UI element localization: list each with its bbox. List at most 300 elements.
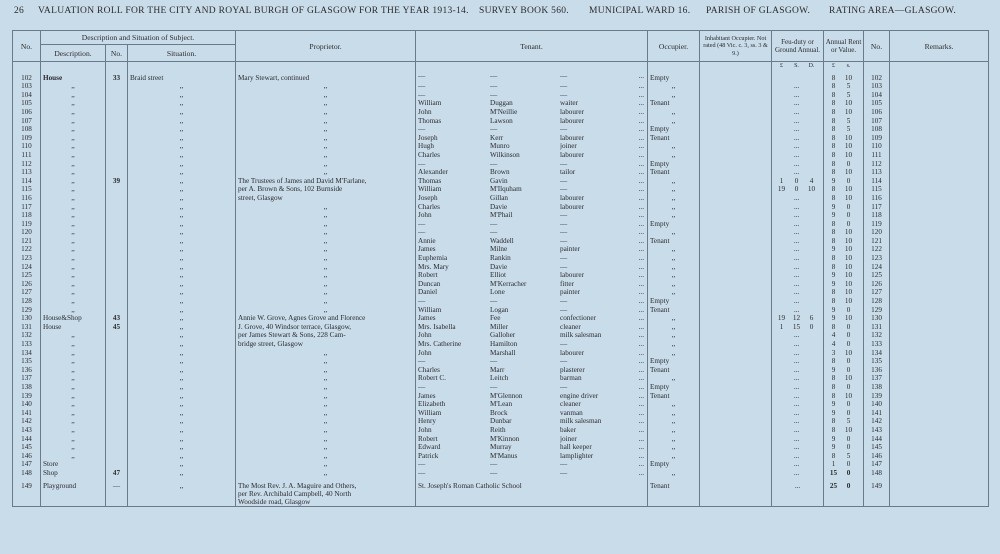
row-no-right: 128	[864, 297, 890, 306]
table-row	[13, 288, 989, 297]
row-description: ,,	[41, 417, 106, 426]
tenant-surname: Brown	[490, 168, 510, 177]
row-tenant	[416, 469, 648, 478]
row-tenant	[416, 228, 648, 237]
rent-part: 10	[844, 288, 853, 297]
rent-part: 8	[831, 288, 836, 297]
row-no-right: 120	[864, 228, 890, 237]
row-proprietor: ,,	[236, 400, 416, 409]
row-inhabitant	[700, 254, 772, 263]
row-annual-rent	[824, 306, 864, 315]
row-no: 113	[13, 168, 41, 177]
feu-part: ...	[793, 99, 800, 108]
row-occupier: ,,	[648, 400, 700, 409]
rent-part: 8	[831, 90, 836, 99]
table-row	[13, 203, 989, 212]
row-remarks	[890, 417, 989, 426]
row-remarks	[890, 400, 989, 409]
row-remarks	[890, 117, 989, 126]
row-occupier: ,,	[648, 323, 700, 332]
row-tenant	[416, 331, 648, 340]
row-feu-duty	[772, 211, 824, 220]
row-occupier: Tenant	[648, 237, 700, 246]
tenant-occupation: labourer	[560, 193, 584, 202]
row-sub-no	[106, 245, 128, 254]
row-proprietor: ,,	[236, 349, 416, 358]
rent-part: 0	[846, 434, 851, 443]
row-no-right: 136	[864, 366, 890, 375]
row-annual-rent	[824, 220, 864, 229]
row-sub-no	[106, 151, 128, 160]
tenant-dots: ...	[638, 374, 645, 383]
row-occupier: ,,	[648, 271, 700, 280]
rent-part: 0	[846, 211, 851, 220]
row-annual-rent	[824, 340, 864, 349]
table-row-final	[13, 478, 989, 507]
row-remarks	[890, 134, 989, 143]
row-situation: ,,	[128, 99, 236, 108]
row-tenant: St. Joseph's Roman Catholic School	[416, 478, 648, 507]
row-description: ,,	[41, 245, 106, 254]
rent-part: 10	[844, 228, 853, 237]
row-situation: ,,	[128, 117, 236, 126]
row-situation: ,,	[128, 194, 236, 203]
row-remarks	[890, 160, 989, 169]
row-description: ,,	[41, 203, 106, 212]
row-sub-no	[106, 400, 128, 409]
row-proprietor: ,,	[236, 417, 416, 426]
row-annual-rent	[824, 228, 864, 237]
row-sub-no	[106, 82, 128, 91]
rent-part: 10	[844, 99, 853, 108]
row-no-right: 106	[864, 108, 890, 117]
tenant-surname: Logan	[490, 305, 509, 314]
row-proprietor: ,,	[236, 254, 416, 263]
tenant-surname: M'Kinnon	[490, 434, 520, 443]
row-situation: ,,	[128, 237, 236, 246]
row-tenant	[416, 142, 648, 151]
row-feu-duty	[772, 194, 824, 203]
table-row	[13, 91, 989, 100]
row-inhabitant	[700, 400, 772, 409]
row-tenant	[416, 220, 648, 229]
row-description: ,,	[41, 392, 106, 401]
row-description: ,,	[41, 271, 106, 280]
tenant-dots: ...	[638, 176, 645, 185]
row-tenant	[416, 374, 648, 383]
row-description: ,,	[41, 306, 106, 315]
row-remarks	[890, 323, 989, 332]
row-tenant	[416, 211, 648, 220]
row-sub-no	[106, 228, 128, 237]
table-row	[13, 460, 989, 469]
row-situation: ,,	[128, 177, 236, 186]
row-inhabitant	[700, 349, 772, 358]
row-occupier: ,,	[648, 443, 700, 452]
row-no-right: 119	[864, 220, 890, 229]
row-annual-rent	[824, 125, 864, 134]
row-sub-no: 33	[106, 71, 128, 83]
row-occupier: Tenant	[648, 392, 700, 401]
row-no: 132	[13, 331, 41, 340]
tenant-forename: John	[418, 107, 432, 116]
row-occupier: ,,	[648, 374, 700, 383]
row-occupier: ,,	[648, 185, 700, 194]
row-description: ,,	[41, 426, 106, 435]
row-remarks	[890, 297, 989, 306]
rent-part: 0	[846, 176, 851, 185]
row-sub-no: 43	[106, 314, 128, 323]
rent-part: 10	[844, 314, 853, 323]
table-row	[13, 151, 989, 160]
tenant-occupation: —	[560, 185, 568, 194]
rent-part: 8	[831, 297, 836, 306]
tenant-forename: Elizabeth	[418, 400, 446, 409]
row-description: ,,	[41, 366, 106, 375]
col-situation: Situation.	[128, 45, 236, 62]
tenant-dots: ...	[638, 99, 645, 108]
row-annual-rent	[824, 185, 864, 194]
row-no-right: 131	[864, 323, 890, 332]
row-tenant	[416, 71, 648, 83]
row-annual-rent	[824, 374, 864, 383]
table-row	[13, 82, 989, 91]
tenant-surname: M'Kerracher	[490, 279, 527, 288]
table-row	[13, 409, 989, 418]
tenant-forename: William	[418, 305, 442, 314]
row-inhabitant	[700, 263, 772, 272]
tenant-forename: Duncan	[418, 279, 441, 288]
row-inhabitant	[700, 426, 772, 435]
tenant-surname: —	[490, 90, 498, 99]
tenant-dots: ...	[638, 425, 645, 434]
feu-part: ...	[793, 193, 800, 202]
row-feu-duty	[772, 160, 824, 169]
row-remarks	[890, 185, 989, 194]
row-situation: ,,	[128, 168, 236, 177]
row-occupier: Empty	[648, 160, 700, 169]
tenant-occupation: milk salesman	[560, 417, 602, 426]
row-no-right: 137	[864, 374, 890, 383]
row-no: 149	[13, 478, 41, 507]
tenant-forename: Mrs. Isabella	[418, 322, 456, 331]
tenant-occupation: —	[560, 228, 568, 237]
table-row	[13, 331, 989, 340]
row-remarks	[890, 168, 989, 177]
tenant-forename: —	[418, 382, 426, 391]
row-occupier: ,,	[648, 211, 700, 220]
tenant-occupation: —	[560, 297, 568, 306]
row-proprietor: ,,	[236, 452, 416, 461]
table-row	[13, 211, 989, 220]
tenant-surname: M'Lean	[490, 400, 513, 409]
row-no: 110	[13, 142, 41, 151]
row-situation: ,,	[128, 220, 236, 229]
row-feu-duty	[772, 125, 824, 134]
row-remarks	[890, 349, 989, 358]
row-tenant	[416, 177, 648, 186]
row-tenant	[416, 417, 648, 426]
row-remarks	[890, 357, 989, 366]
feu-part: ...	[793, 425, 800, 434]
tenant-forename: Alexander	[418, 168, 448, 177]
row-occupier: ,,	[648, 469, 700, 478]
row-no: 102	[13, 71, 41, 83]
row-annual-rent	[824, 383, 864, 392]
row-tenant	[416, 297, 648, 306]
row-annual-rent	[824, 203, 864, 212]
row-feu-duty	[772, 314, 824, 323]
row-no: 119	[13, 220, 41, 229]
table-row	[13, 125, 989, 134]
row-situation: ,,	[128, 211, 236, 220]
row-annual-rent	[824, 168, 864, 177]
tenant-surname: Lone	[490, 288, 505, 297]
table-row	[13, 392, 989, 401]
row-annual-rent	[824, 142, 864, 151]
row-annual-rent	[824, 99, 864, 108]
tenant-forename: James	[418, 245, 436, 254]
tenant-forename: —	[418, 357, 426, 366]
row-annual-rent	[824, 263, 864, 272]
row-feu-duty	[772, 417, 824, 426]
tenant-dots: ...	[638, 451, 645, 460]
rent-part: 10	[844, 185, 853, 194]
row-proprietor: ,,	[236, 117, 416, 126]
row-remarks	[890, 452, 989, 461]
table-row	[13, 417, 989, 426]
row-sub-no	[106, 435, 128, 444]
tenant-forename: Henry	[418, 417, 436, 426]
tenant-forename: —	[418, 125, 426, 134]
row-feu-duty	[772, 288, 824, 297]
row-situation: ,,	[128, 443, 236, 452]
row-proprietor: The Trustees of James and David M'Farlane,	[236, 177, 416, 186]
rent-part: 15	[829, 468, 838, 477]
row-proprietor: ,,	[236, 366, 416, 375]
tenant-surname: Munro	[490, 142, 510, 151]
tenant-forename: Robert C.	[418, 374, 446, 383]
row-tenant	[416, 254, 648, 263]
row-description: ,,	[41, 142, 106, 151]
row-proprietor: ,,	[236, 435, 416, 444]
row-tenant	[416, 245, 648, 254]
row-proprietor: ,,	[236, 374, 416, 383]
row-no: 128	[13, 297, 41, 306]
row-situation: ,,	[128, 134, 236, 143]
rent-part: 9	[831, 434, 836, 443]
row-annual-rent	[824, 366, 864, 375]
row-situation: ,,	[128, 426, 236, 435]
row-inhabitant	[700, 288, 772, 297]
rent-part: 0	[846, 159, 851, 168]
tenant-forename: Hugh	[418, 142, 434, 151]
row-situation: ,,	[128, 400, 236, 409]
tenant-occupation: labourer	[560, 271, 584, 280]
row-feu-duty	[772, 400, 824, 409]
feu-part: 6	[809, 314, 814, 323]
row-proprietor: ,,	[236, 469, 416, 478]
row-situation: ,,	[128, 228, 236, 237]
roll-body	[13, 62, 989, 507]
row-description: House&Shop	[41, 314, 106, 323]
row-inhabitant	[700, 452, 772, 461]
row-tenant	[416, 383, 648, 392]
row-remarks	[890, 237, 989, 246]
feu-part: 15	[792, 322, 801, 331]
feu-part: ...	[793, 357, 800, 366]
row-sub-no: 47	[106, 469, 128, 478]
row-description: ,,	[41, 82, 106, 91]
tenant-forename: John	[418, 425, 432, 434]
row-feu-duty	[772, 435, 824, 444]
row-feu-duty	[772, 220, 824, 229]
row-feu-duty	[772, 426, 824, 435]
tenant-surname: Davie	[490, 202, 508, 211]
row-no: 139	[13, 392, 41, 401]
rent-part: 0	[846, 219, 851, 228]
row-no-right: 114	[864, 177, 890, 186]
row-description: ,,	[41, 263, 106, 272]
row-description: ,,	[41, 357, 106, 366]
row-sub-no	[106, 306, 128, 315]
row-occupier: ,,	[648, 91, 700, 100]
tenant-forename: John	[418, 211, 432, 220]
row-situation: ,,	[128, 383, 236, 392]
rent-part: 8	[831, 382, 836, 391]
table-row	[13, 374, 989, 383]
tenant-surname: —	[490, 297, 498, 306]
row-no-right: 117	[864, 203, 890, 212]
row-proprietor: ,,	[236, 142, 416, 151]
row-proprietor: ,,	[236, 383, 416, 392]
row-inhabitant	[700, 211, 772, 220]
tenant-forename: —	[418, 90, 426, 99]
row-occupier: Empty	[648, 460, 700, 469]
row-proprietor: ,,	[236, 82, 416, 91]
row-tenant	[416, 314, 648, 323]
feu-part: ...	[793, 400, 800, 409]
row-sub-no	[106, 117, 128, 126]
feu-part: ...	[793, 408, 800, 417]
col-no: No.	[13, 31, 41, 62]
proprietor-line: per Rev. Archibald Campbell, 40 North	[238, 489, 352, 498]
row-sub-no	[106, 297, 128, 306]
row-remarks	[890, 306, 989, 315]
municipal-ward: MUNICIPAL WARD 16.	[589, 6, 691, 16]
row-feu-duty	[772, 366, 824, 375]
row-feu-duty	[772, 177, 824, 186]
row-situation: ,,	[128, 323, 236, 332]
row-inhabitant	[700, 331, 772, 340]
tenant-occupation: —	[560, 305, 568, 314]
row-remarks	[890, 392, 989, 401]
row-tenant	[416, 443, 648, 452]
tenant-forename: Charles	[418, 365, 440, 374]
row-tenant	[416, 151, 648, 160]
rent-part: 1	[831, 460, 836, 469]
row-no: 118	[13, 211, 41, 220]
row-proprietor: Annie W. Grove, Agnes Grove and Florence	[236, 314, 416, 323]
row-occupier: Empty	[648, 297, 700, 306]
row-tenant	[416, 392, 648, 401]
rent-part: 8	[831, 262, 836, 271]
rent-part: 9	[831, 245, 836, 254]
row-occupier: ,,	[648, 82, 700, 91]
row-occupier: ,,	[648, 314, 700, 323]
row-no-right: 134	[864, 349, 890, 358]
row-annual-rent	[824, 331, 864, 340]
row-tenant	[416, 271, 648, 280]
rent-part: 9	[831, 279, 836, 288]
row-remarks	[890, 82, 989, 91]
tenant-occupation: fitter	[560, 279, 574, 288]
tenant-dots: ...	[638, 262, 645, 271]
tenant-dots: ...	[638, 72, 645, 81]
feu-part: 1	[779, 322, 784, 331]
row-no-right: 105	[864, 99, 890, 108]
row-no: 148	[13, 469, 41, 478]
rent-part: 9	[831, 305, 836, 314]
row-tenant	[416, 237, 648, 246]
tenant-occupation: painter	[560, 288, 580, 297]
row-inhabitant	[700, 99, 772, 108]
row-no-right: 102	[864, 71, 890, 83]
row-feu-duty	[772, 168, 824, 177]
tenant-dots: ...	[638, 297, 645, 306]
row-inhabitant	[700, 160, 772, 169]
row-remarks	[890, 228, 989, 237]
tenant-surname: Milne	[490, 245, 508, 254]
row-feu-duty	[772, 374, 824, 383]
proprietor-line: Woodside road, Glasgow	[238, 497, 311, 506]
row-no: 143	[13, 426, 41, 435]
row-annual-rent	[824, 460, 864, 469]
col-proprietor: Proprietor.	[236, 31, 416, 62]
feu-part: ...	[793, 297, 800, 306]
tenant-dots: ...	[638, 340, 645, 348]
row-tenant	[416, 117, 648, 126]
row-annual-rent	[824, 469, 864, 478]
feu-part: 19	[777, 185, 786, 194]
row-no-right: 142	[864, 417, 890, 426]
table-row	[13, 237, 989, 246]
row-sub-no	[106, 125, 128, 134]
row-inhabitant	[700, 314, 772, 323]
row-situation: ,,	[128, 366, 236, 375]
row-no: 109	[13, 134, 41, 143]
tenant-dots: ...	[638, 314, 645, 323]
row-description: ,,	[41, 349, 106, 358]
row-remarks	[890, 91, 989, 100]
row-no: 142	[13, 417, 41, 426]
tenant-dots: ...	[638, 443, 645, 452]
row-proprietor	[236, 478, 416, 507]
row-occupier: Tenant	[648, 306, 700, 315]
row-remarks	[890, 409, 989, 418]
row-inhabitant	[700, 71, 772, 83]
row-feu-duty	[772, 383, 824, 392]
tenant-dots: ...	[638, 365, 645, 374]
row-occupier: ,,	[648, 117, 700, 126]
row-description: ,,	[41, 435, 106, 444]
tenant-occupation: joiner	[560, 434, 577, 443]
rent-part: 10	[844, 142, 853, 151]
row-occupier: ,,	[648, 263, 700, 272]
feu-part: ...	[793, 262, 800, 271]
row-no: 138	[13, 383, 41, 392]
rent-part: 0	[846, 481, 851, 490]
